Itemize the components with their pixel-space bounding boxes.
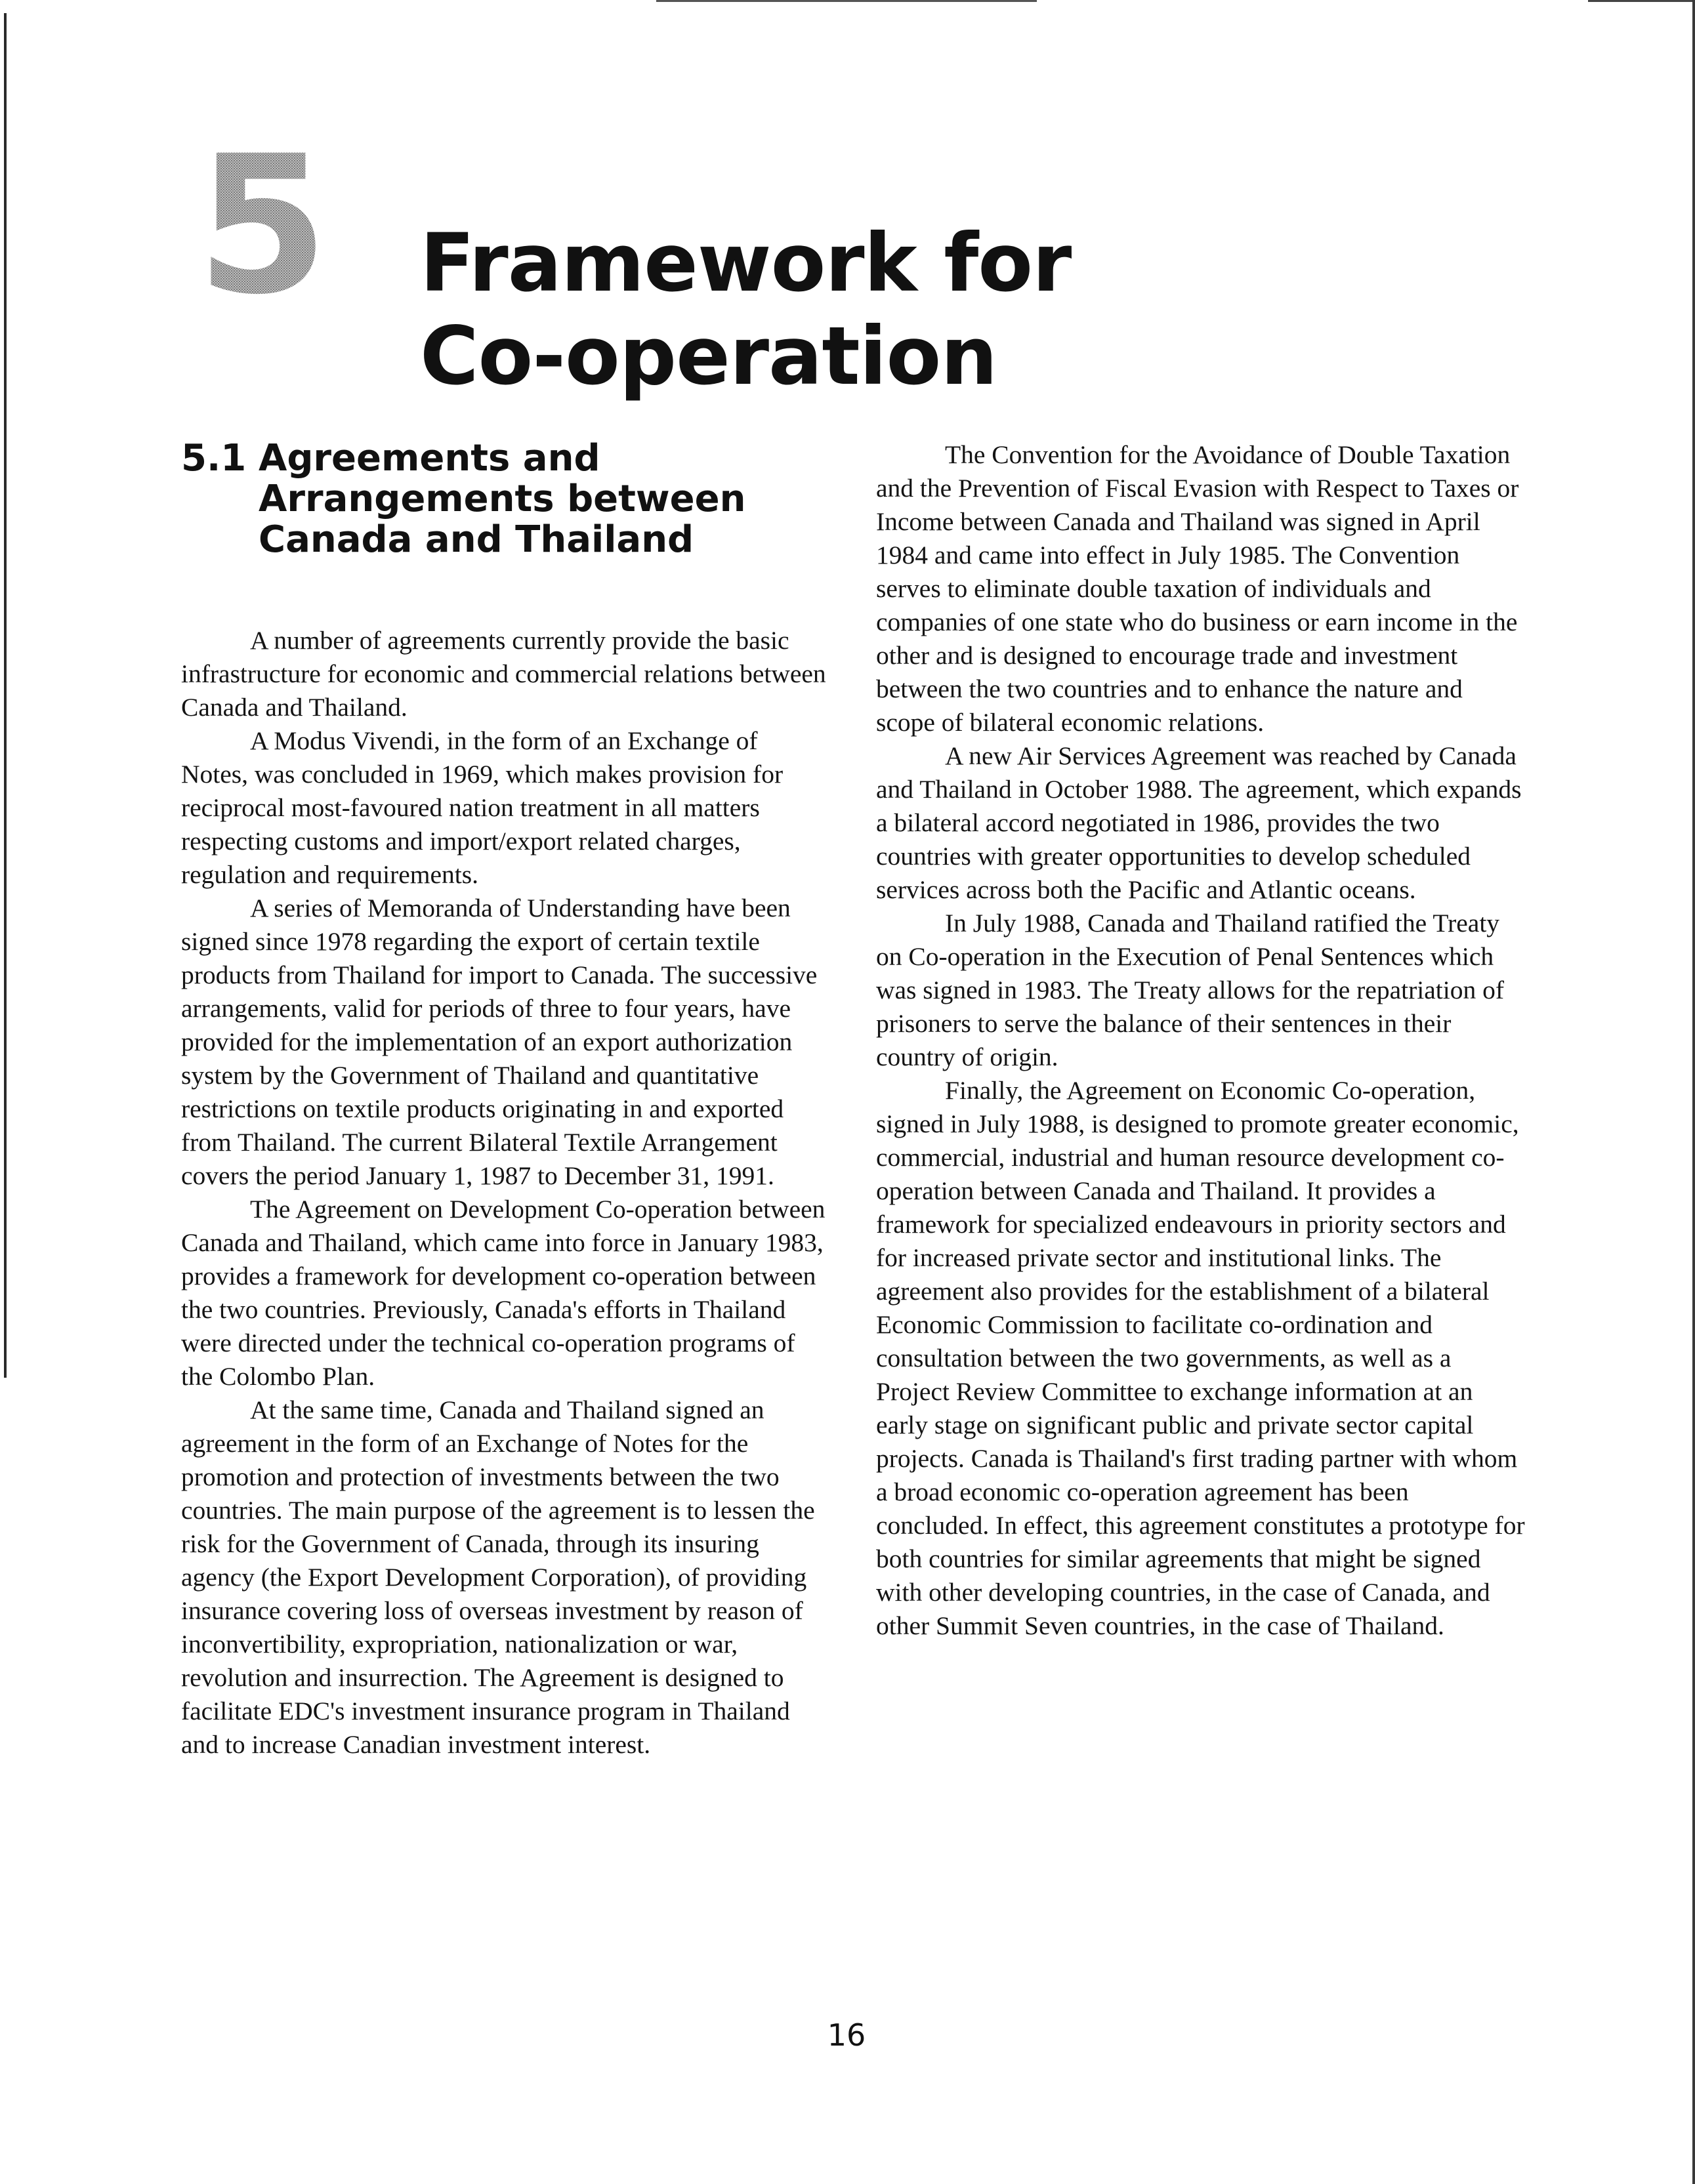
left-column bbox=[181, 438, 831, 1762]
paragraph: Finally, the Agreement on Economic Co-operation, signed in July 1988, is designed to promote greater economic, commercial, industrial and human resource development co-operation between Canada and Thailand. It provides a framework for specialized endeavours in priority sectors and for increased private sector and institutional links. The agreement also provides for the establishment of a bilateral Economic Commission to facilitate co-ordination and consultation between the two governments, as well as a Project Review Committee to exchange information at an early stage on significant public and private sector capital projects. Canada is Thailand's first trading partner with whom a broad economic co-operation agreement has been concluded. In effect, this agreement constitutes a prototype for both countries for similar agreements that might be signed with other developing countries, in the case of Canada, and other Summit Seven countries, in the case of Thailand. bbox=[876, 1076, 1525, 1640]
paragraph: The Convention for the Avoidance of Double Taxation and the Prevention of Fiscal Evasion with Respect to Taxes or Income between Canada and Thailand was signed in April 1984 and came into effect in July 1985. The Convention serves to eliminate double taxation of individuals and companies of one state who do business or earn income in the other and is designed to encourage trade and investment between the two countries and to enhance the nature and scope of bilateral economic relations. bbox=[876, 440, 1519, 737]
section-title: Agreements and Arrangements between Canada and Thailand bbox=[259, 437, 746, 561]
scan-artifact-top-line bbox=[656, 0, 1037, 2]
section-heading bbox=[181, 438, 831, 560]
section-number: 5.1 bbox=[181, 437, 247, 480]
chapter-number: 5 bbox=[197, 152, 328, 297]
paragraph: A new Air Services Agreement was reached by Canada and Thailand in October 1988. The agreement, which expands a bilateral accord negotiated in 1986, provides the two countries with greater opportunities to develop scheduled services across both the Pacific and Atlantic oceans. bbox=[876, 741, 1522, 904]
chapter-title-line-1: Framework for bbox=[420, 216, 1072, 310]
paragraph: A series of Memoranda of Understanding have been signed since 1978 regarding the export of certain textile products from Thailand for import to Canada. The successive arrangements, valid for periods of three to four years, have provided for the implementation of an export authorization system by the Government of Thailand and quantitative restrictions on textile products originating in and exported from Thailand. The current Bilateral Textile Arrangement covers the period January 1, 1987 to December 31, 1991. bbox=[181, 894, 818, 1190]
paragraph: At the same time, Canada and Thailand signed an agreement in the form of an Exchange of Notes for the promotion and protection of investments between the two countries. The main purpose of the agreement is to lessen the risk for the Government of Canada, through its insuring agency (the Export Development Corporation), of providing insurance covering loss of overseas investment by reason of inconvertibility, expropriation, nationalization or war, revolution and insurrection. The Agreement is designed to facilitate EDC's investment insurance program in Thailand and to increase Canadian investment interest. bbox=[181, 1395, 815, 1759]
scan-artifact-right-edge bbox=[1692, 0, 1695, 2184]
chapter-title bbox=[420, 216, 1536, 403]
scan-artifact-left-edge bbox=[4, 13, 7, 1378]
chapter-title-line-2: Co-operation bbox=[420, 310, 997, 403]
paragraph: A number of agreements currently provide the basic infrastructure for economic and commercial relations between Canada and Thailand. bbox=[181, 626, 826, 722]
paragraph: The Agreement on Development Co-operation between Canada and Thailand, which came into force in January 1983, provides a framework for development co-operation between the two countries. Previously, Canada's efforts in Thailand were directed under the technical co-operation programs of the Colombo Plan. bbox=[181, 1195, 826, 1391]
scan-artifact-corner-line bbox=[1588, 0, 1695, 2]
paragraph: In July 1988, Canada and Thailand ratified the Treaty on Co-operation in the Execution of Penal Sentences which was signed in 1983. The Treaty allows for the repatriation of prisoners to serve the balance of their sentences in their country of origin. bbox=[876, 909, 1504, 1071]
page-number: 16 bbox=[827, 2017, 866, 2053]
paragraph: A Modus Vivendi, in the form of an Exchange of Notes, was concluded in 1969, which makes provision for reciprocal most-favoured nation treatment in all matters respecting customs and import/export related charges, regulation and requirements. bbox=[181, 726, 784, 889]
chapter-number-graphic bbox=[197, 152, 328, 297]
right-column bbox=[876, 438, 1526, 1643]
